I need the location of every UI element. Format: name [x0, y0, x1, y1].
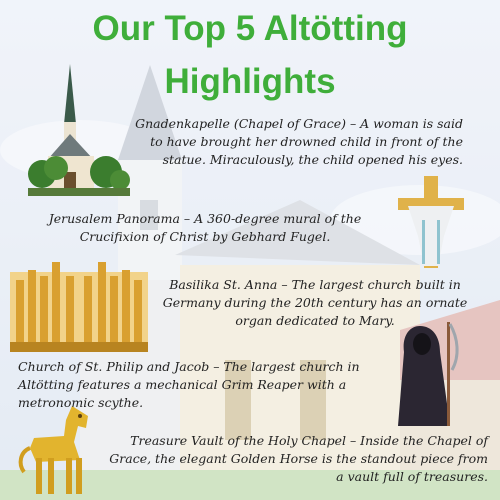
highlight-basilika-st-anna: Basilika St. Anna – The largest church built in Germany during the 20th century has an ornate organ dedicated to Mary.: [162, 277, 468, 328]
highlight-treasure-vault: Treasure Vault of the Holy Chapel – Inside the Chapel of Grace, the elegant Golden Horse is the standout piece from a vault full of treasures.: [109, 433, 488, 484]
grim-reaper-icon: [392, 318, 462, 428]
organ-icon: [10, 262, 148, 352]
page-title-line2: Highlights: [164, 62, 336, 101]
cross-icon: [398, 176, 464, 268]
chapel-icon: [28, 64, 130, 199]
highlight-jerusalem-panorama: Jerusalem Panorama – A 360-degree mural of the Crucifixion of Christ by Gebhard Fugel.: [48, 211, 362, 244]
highlight-st-philip-jacob: Church of St. Philip and Jacob – The largest church in Altötting features a mechanical Grim Reaper with a metronomic scythe.: [18, 359, 360, 410]
golden-horse-icon: [16, 402, 108, 498]
page-title-line1: Our Top 5 Altötting: [92, 9, 408, 48]
highlight-gnadenkapelle: Gnadenkapelle (Chapel of Grace) – A woman is said to have brought her drowned child in front of the statue. Miraculously, the child opened his eyes.: [135, 116, 463, 167]
